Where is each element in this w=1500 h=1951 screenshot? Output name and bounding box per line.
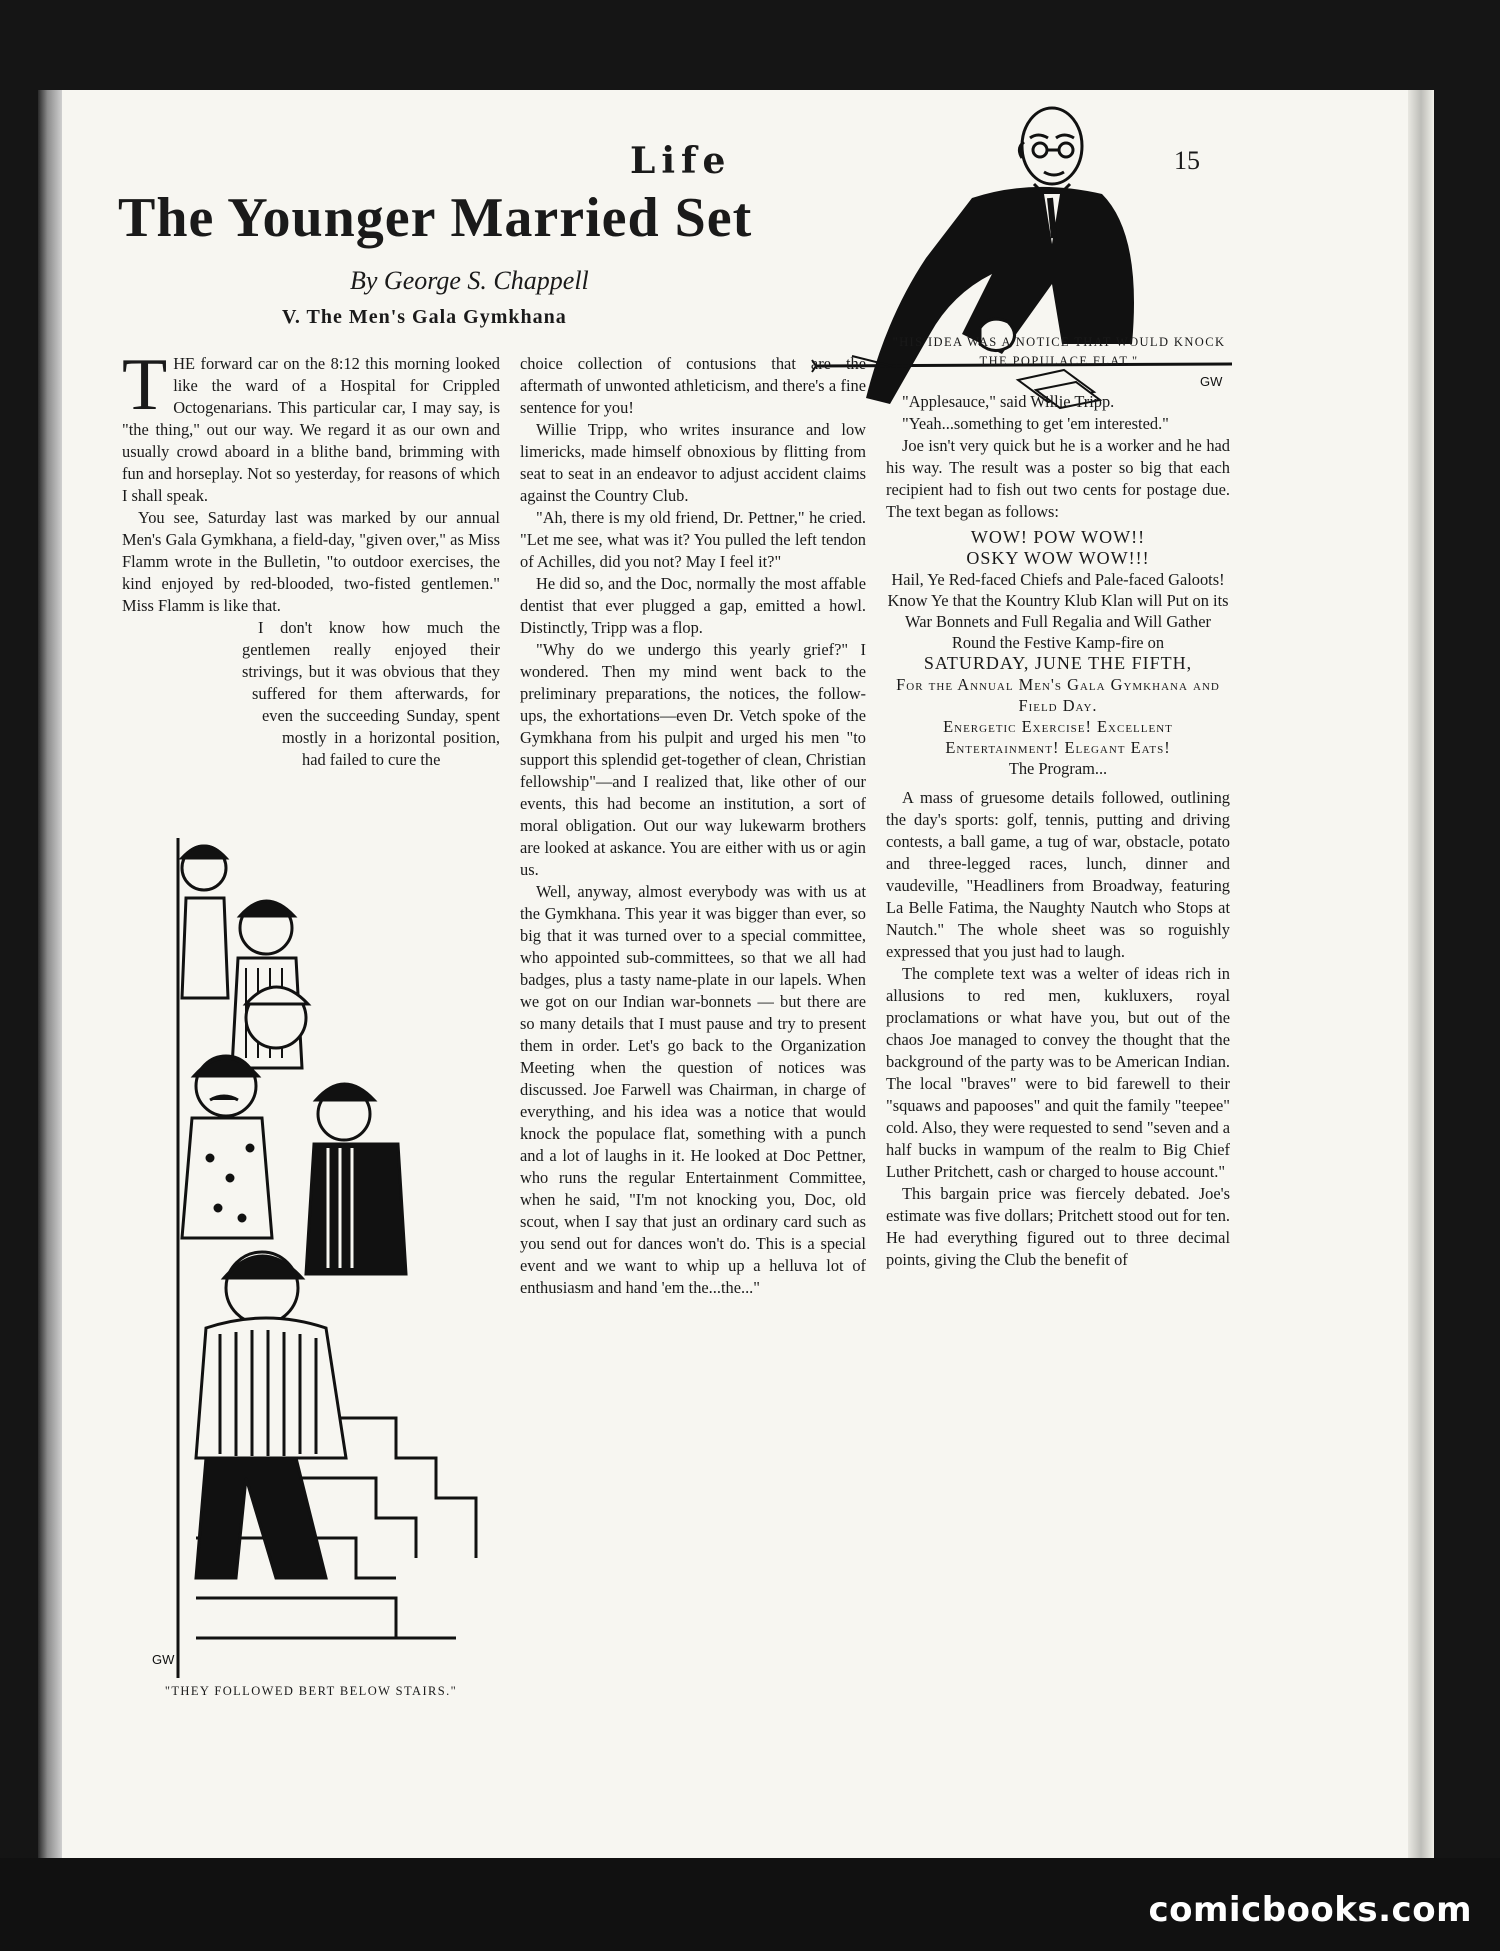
paragraph: Joe isn't very quick but he is a worker and he had his way. The result was a poster so big that each recipient had to fish out two cents for postage due. The text began as follows: — [886, 436, 1230, 521]
paragraph-text: I don't know how much the gentlemen really enjoyed their strivings, but it was obvious that they suffered for them afterwards, for even the succeeding Sunday, spent mostly in a horizontal position, had failed to cure the — [242, 618, 500, 769]
poster-line: The Program... — [1008, 759, 1108, 778]
paragraph: The complete text was a welter of ideas rich in allusions to red men, kukluxers, royal proclamations or what have you, but out of the chaos Joe managed to convey the thought that the background of the party was to be American Indian. The local "braves" were to bid farewell to their "squaws and papooses" and quit the family "teepee" cold. Also, they were requested to send "seven and a half bucks in wampum of the realm to Big Chief Luther Pritchett, cash or charged to house account." — [886, 964, 1230, 1181]
page-number: 15 — [1174, 146, 1200, 175]
paragraph-text: HE forward car on the 8:12 this morning looked like the ward of a Hospital for Crippled Octogenarians. This particular car, I may say, is "the thing," out our way. We regard it as our own and usually crowd aboard in a blithe band, brimming with fun and horseplay. Not so yesterday, for reasons of which I shall speak. — [122, 354, 500, 505]
poster-line: OSKY WOW WOW!!! — [966, 548, 1150, 568]
poster-line: For the Annual Men's Gala Gymkhana and Field Day. — [896, 675, 1220, 715]
illustration-men-on-stairs — [152, 818, 496, 1678]
paragraph: "Applesauce," said Willie Tripp. — [902, 392, 1115, 411]
poster-line: Hail, Ye Red-faced Chiefs and Pale-faced Galoots! — [891, 570, 1225, 589]
paragraph — [122, 344, 500, 507]
paragraph: This bargain price was fiercely debated. Joe's estimate was five dollars; Pritchett stood out for ten. He had everything figured out to three decimal points, giving the Club the benefit of — [886, 1184, 1230, 1269]
poster-line: Energetic Exercise! Excellent Entertainment! Elegant Eats! — [943, 717, 1173, 757]
poster-line: Know Ye that the Kountry Klub Klan will Put on its War Bonnets and Full Regalia and Will Gather Round the Festive Kamp-fire on — [887, 591, 1229, 652]
book-spine — [38, 90, 62, 1858]
article-title: The Younger Married Set — [118, 187, 753, 249]
poster-text — [886, 527, 1230, 779]
paragraph: choice collection of contusions that are the aftermath of unwonted athleticism, and there's a fine sentence for you! — [520, 354, 866, 417]
paragraph: Well, anyway, almost everybody was with us at the Gymkhana. This year it was bigger than ever, so big that it was turned over to a special committee, who appointed sub-committees, so that we all had badges, plus a tasty name-plate in our lapels. When we got on our Indian war-bonnets — but there are so many details that I must pause and try to present them in order. Let's go back to the Organization Meeting when the question of notices was discussed. Joe Farwell was Chairman, in charge of everything, and his idea was a notice that would knock the populace flat, something with a punch and a lot of laughs in it. He looked at Doc Pettner, who runs the regular Entertainment Committee, when he said, "I'm not knocking you, Doc, old scout, when I say that just an ordinary card such as you send out for dances won't do. This is a special event and we want to whip up a helluva lot of enthusiasm and hand 'em the...the..." — [520, 882, 866, 1297]
paragraph — [122, 507, 500, 617]
poster-line: SATURDAY, JUNE THE FIFTH, — [923, 653, 1193, 673]
paragraph-wrap — [122, 617, 500, 771]
paragraph: A mass of gruesome details followed, outlining the day's sports: golf, tennis, putting and driving contests, a ball game, a tug of war, obstacle, potato and three-legged races, lunch, dinner and vaudeville, "Headliners from Broadway, featuring La Belle Fatima, the Naughty Nautch who Stops at Nautch." The whole sheet was so roguishly expressed that you just had to laugh. — [886, 788, 1230, 961]
paragraph-text: You see, Saturday last was marked by our annual Men's Gala Gymkhana, a field-day, "given over," as Miss Flamm wrote in the Bulletin, "to outdoor exercises, the kind enjoyed by red-blooded, two-fisted gentlemen." Miss Flamm is like that. — [122, 508, 500, 615]
byline: By George S. Chappell — [350, 266, 589, 295]
column-1 — [122, 344, 500, 859]
column-3 — [886, 353, 1230, 1271]
artist-signature-left: GW — [152, 1652, 175, 1667]
caption-top-illustration: "HIS IDEA WAS A NOTICE THAT WOULD KNOCK THE POPULACE FLAT." — [892, 335, 1226, 368]
paragraph: "Why do we undergo this yearly grief?" I wondered. Then my mind went back to the preliminary preparations, the notices, the follow-ups, the exhortations—even Dr. Vetch spoke of the Gymkhana from his pulpit and urged his men "to support this splendid get-together of clean, Christian fellowship"—and I realized that, like other of our events, this had become an institution, a sort of moral obligation. Out our way lukewarm brothers are looked at askance. You are either with us or agin us. — [520, 640, 866, 879]
chapter-subhead: V. The Men's Gala Gymkhana — [282, 306, 567, 328]
drop-cap: T — [122, 344, 168, 426]
magazine-masthead: Life — [630, 140, 732, 182]
paragraph: "Ah, there is my old friend, Dr. Pettner," he cried. "Let me see, what was it? You pulled the left tendon of Achilles, did you not? May I feel it?" — [520, 508, 866, 571]
paragraph: He did so, and the Doc, normally the most affable dentist that ever plugged a gap, emitted a howl. Distinctly, Tripp was a flop. — [520, 574, 866, 637]
paragraph: "Yeah...something to get 'em interested." — [902, 414, 1169, 433]
page-edge — [1408, 90, 1434, 1858]
paragraph: Willie Tripp, who writes insurance and low limericks, made himself obnoxious by flitting from seat to seat in an endeavor to adjust accident claims against the Country Club. — [520, 420, 866, 505]
poster-line: WOW! POW WOW!! — [970, 527, 1146, 547]
watermark: comicbooks.com — [1148, 1890, 1472, 1930]
column-2 — [520, 353, 866, 1299]
caption-left-illustration: "THEY FOLLOWED BERT BELOW STAIRS." — [164, 1684, 458, 1698]
artist-signature-top: GW — [1200, 374, 1223, 389]
